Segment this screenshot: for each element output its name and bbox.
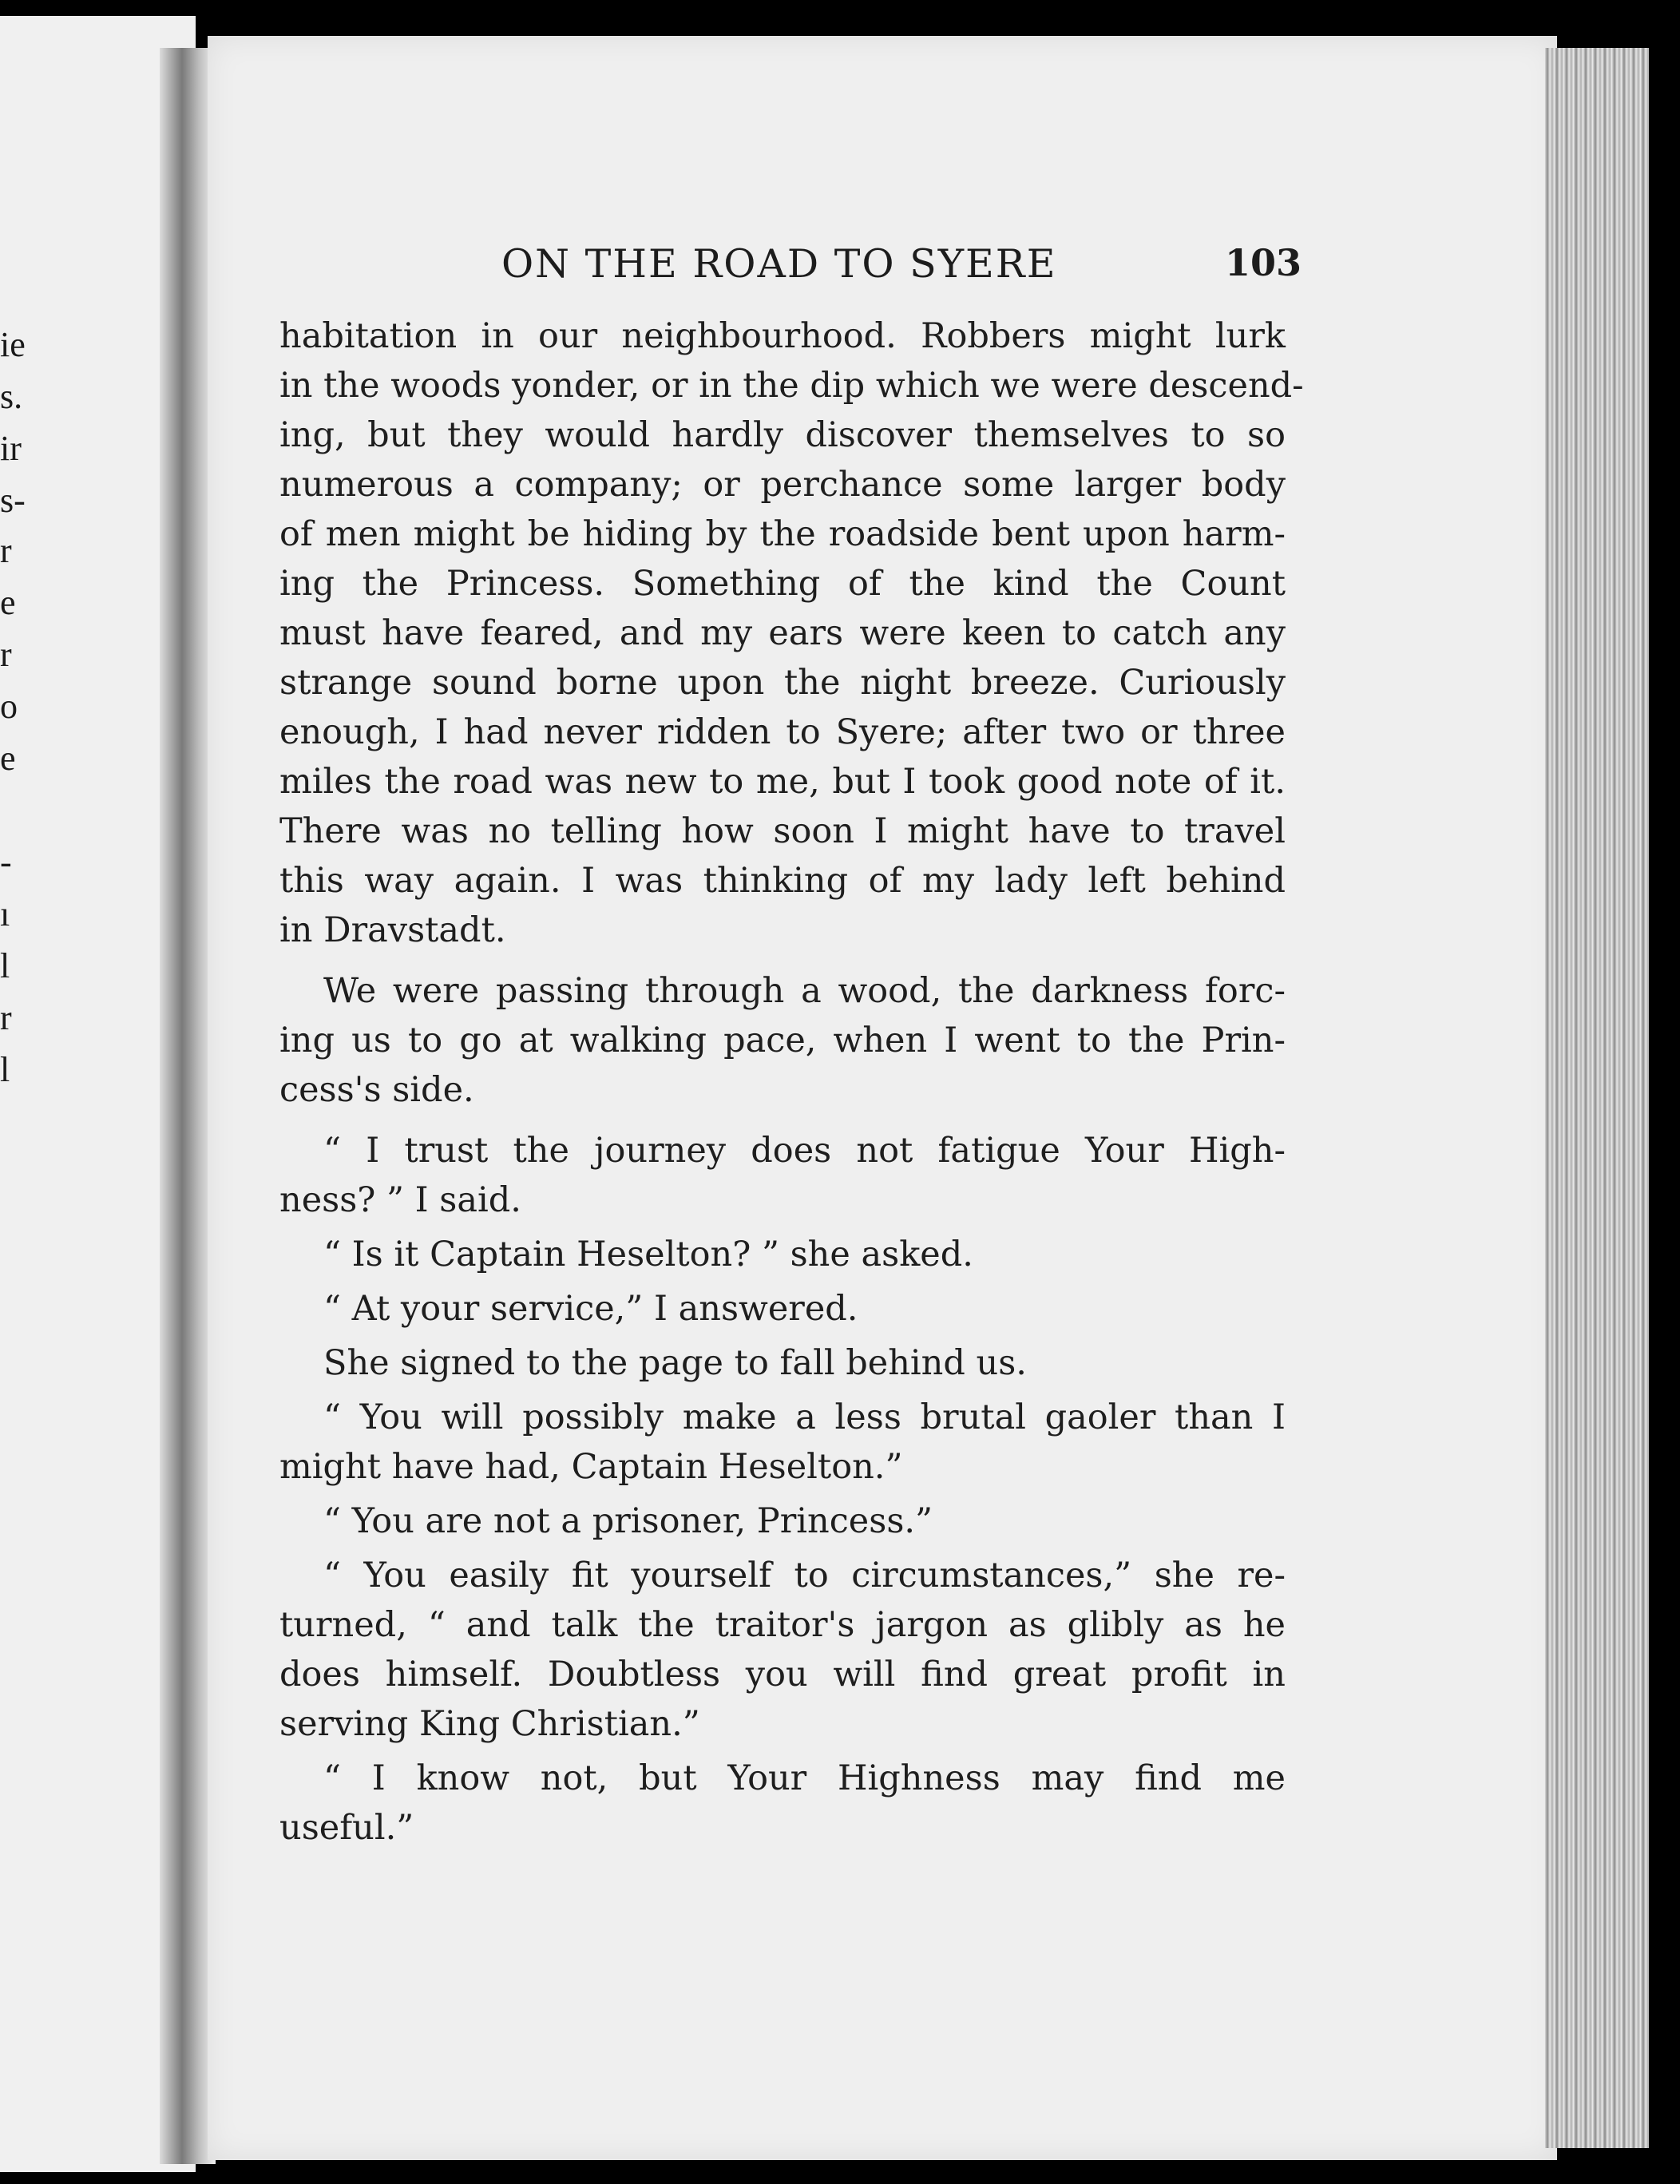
margin-fragment: - xyxy=(0,842,12,882)
text-line: must have feared, and my ears were keen to catch any xyxy=(279,613,1286,653)
margin-fragment: r xyxy=(0,635,12,674)
text-line: this way again. I was thinking of my lady left behind xyxy=(279,861,1286,901)
text-line: ness? ” I said. xyxy=(279,1180,521,1220)
text-line: cess's side. xyxy=(279,1070,474,1110)
text-line: in Dravstadt. xyxy=(279,910,506,950)
text-line: turned, “ and talk the traitor's jargon as glibly as he xyxy=(279,1605,1286,1645)
text-line: in the woods yonder, or in the dip which we were descend- xyxy=(279,366,1304,406)
text-line: does himself. Doubtless you will find great profit in xyxy=(279,1655,1286,1694)
text-line: ing the Princess. Something of the kind the Count xyxy=(279,564,1286,604)
text-line: numerous a company; or perchance some larger body xyxy=(279,465,1286,505)
margin-fragment: l xyxy=(0,1050,10,1089)
margin-fragment: r xyxy=(0,531,12,570)
page-number: 103 xyxy=(1225,241,1302,284)
text-line: She signed to the page to fall behind us. xyxy=(323,1343,1027,1383)
running-title: ON THE ROAD TO SYERE xyxy=(501,241,1057,287)
text-line: “ Is it Captain Heselton? ” she asked. xyxy=(323,1235,973,1274)
margin-fragment: e xyxy=(0,583,16,622)
margin-fragment: r xyxy=(0,998,12,1037)
margin-fragment: l xyxy=(0,946,10,985)
text-line: might have had, Captain Heselton.” xyxy=(279,1447,903,1487)
margin-fragment: ie xyxy=(0,325,26,364)
page-header xyxy=(501,241,1300,297)
margin-fragment: o xyxy=(0,687,18,726)
margin-fragment: s- xyxy=(0,481,26,520)
text-line: habitation in our neighbourhood. Robbers might lurk xyxy=(279,316,1286,356)
text-line: ing us to go at walking pace, when I went to the Prin- xyxy=(279,1021,1286,1060)
text-line: strange sound borne upon the night breeze. Curiously xyxy=(279,663,1286,703)
margin-fragment: s. xyxy=(0,377,23,416)
text-line: “ You will possibly make a less brutal gaoler than I xyxy=(323,1397,1286,1437)
left-page-margin xyxy=(0,0,32,2184)
text-line: of men might be hiding by the roadside bent upon harm- xyxy=(279,514,1286,554)
text-line: enough, I had never ridden to Syere; after two or three xyxy=(279,712,1286,752)
text-line: “ You are not a prisoner, Princess.” xyxy=(323,1501,933,1541)
text-line: miles the road was new to me, but I took good note of it. xyxy=(279,762,1286,802)
text-line: “ At your service,” I answered. xyxy=(323,1289,858,1329)
text-line: serving King Christian.” xyxy=(279,1704,700,1744)
margin-fragment: ı xyxy=(0,894,10,933)
text-line: ing, but they would hardly discover themselves to so xyxy=(279,415,1286,455)
text-line: “ You easily fit yourself to circumstances,” she re- xyxy=(323,1556,1286,1595)
text-line: useful.” xyxy=(279,1808,414,1848)
page-edges xyxy=(1545,48,1649,2148)
text-line: There was no telling how soon I might have to travel xyxy=(279,811,1286,851)
text-line: “ I know not, but Your Highness may find me xyxy=(323,1758,1286,1798)
text-line: “ I trust the journey does not fatigue Your High- xyxy=(323,1131,1286,1171)
margin-fragment: ir xyxy=(0,429,22,468)
margin-fragment: e xyxy=(0,739,16,778)
text-line: We were passing through a wood, the darkness forc- xyxy=(323,971,1286,1011)
